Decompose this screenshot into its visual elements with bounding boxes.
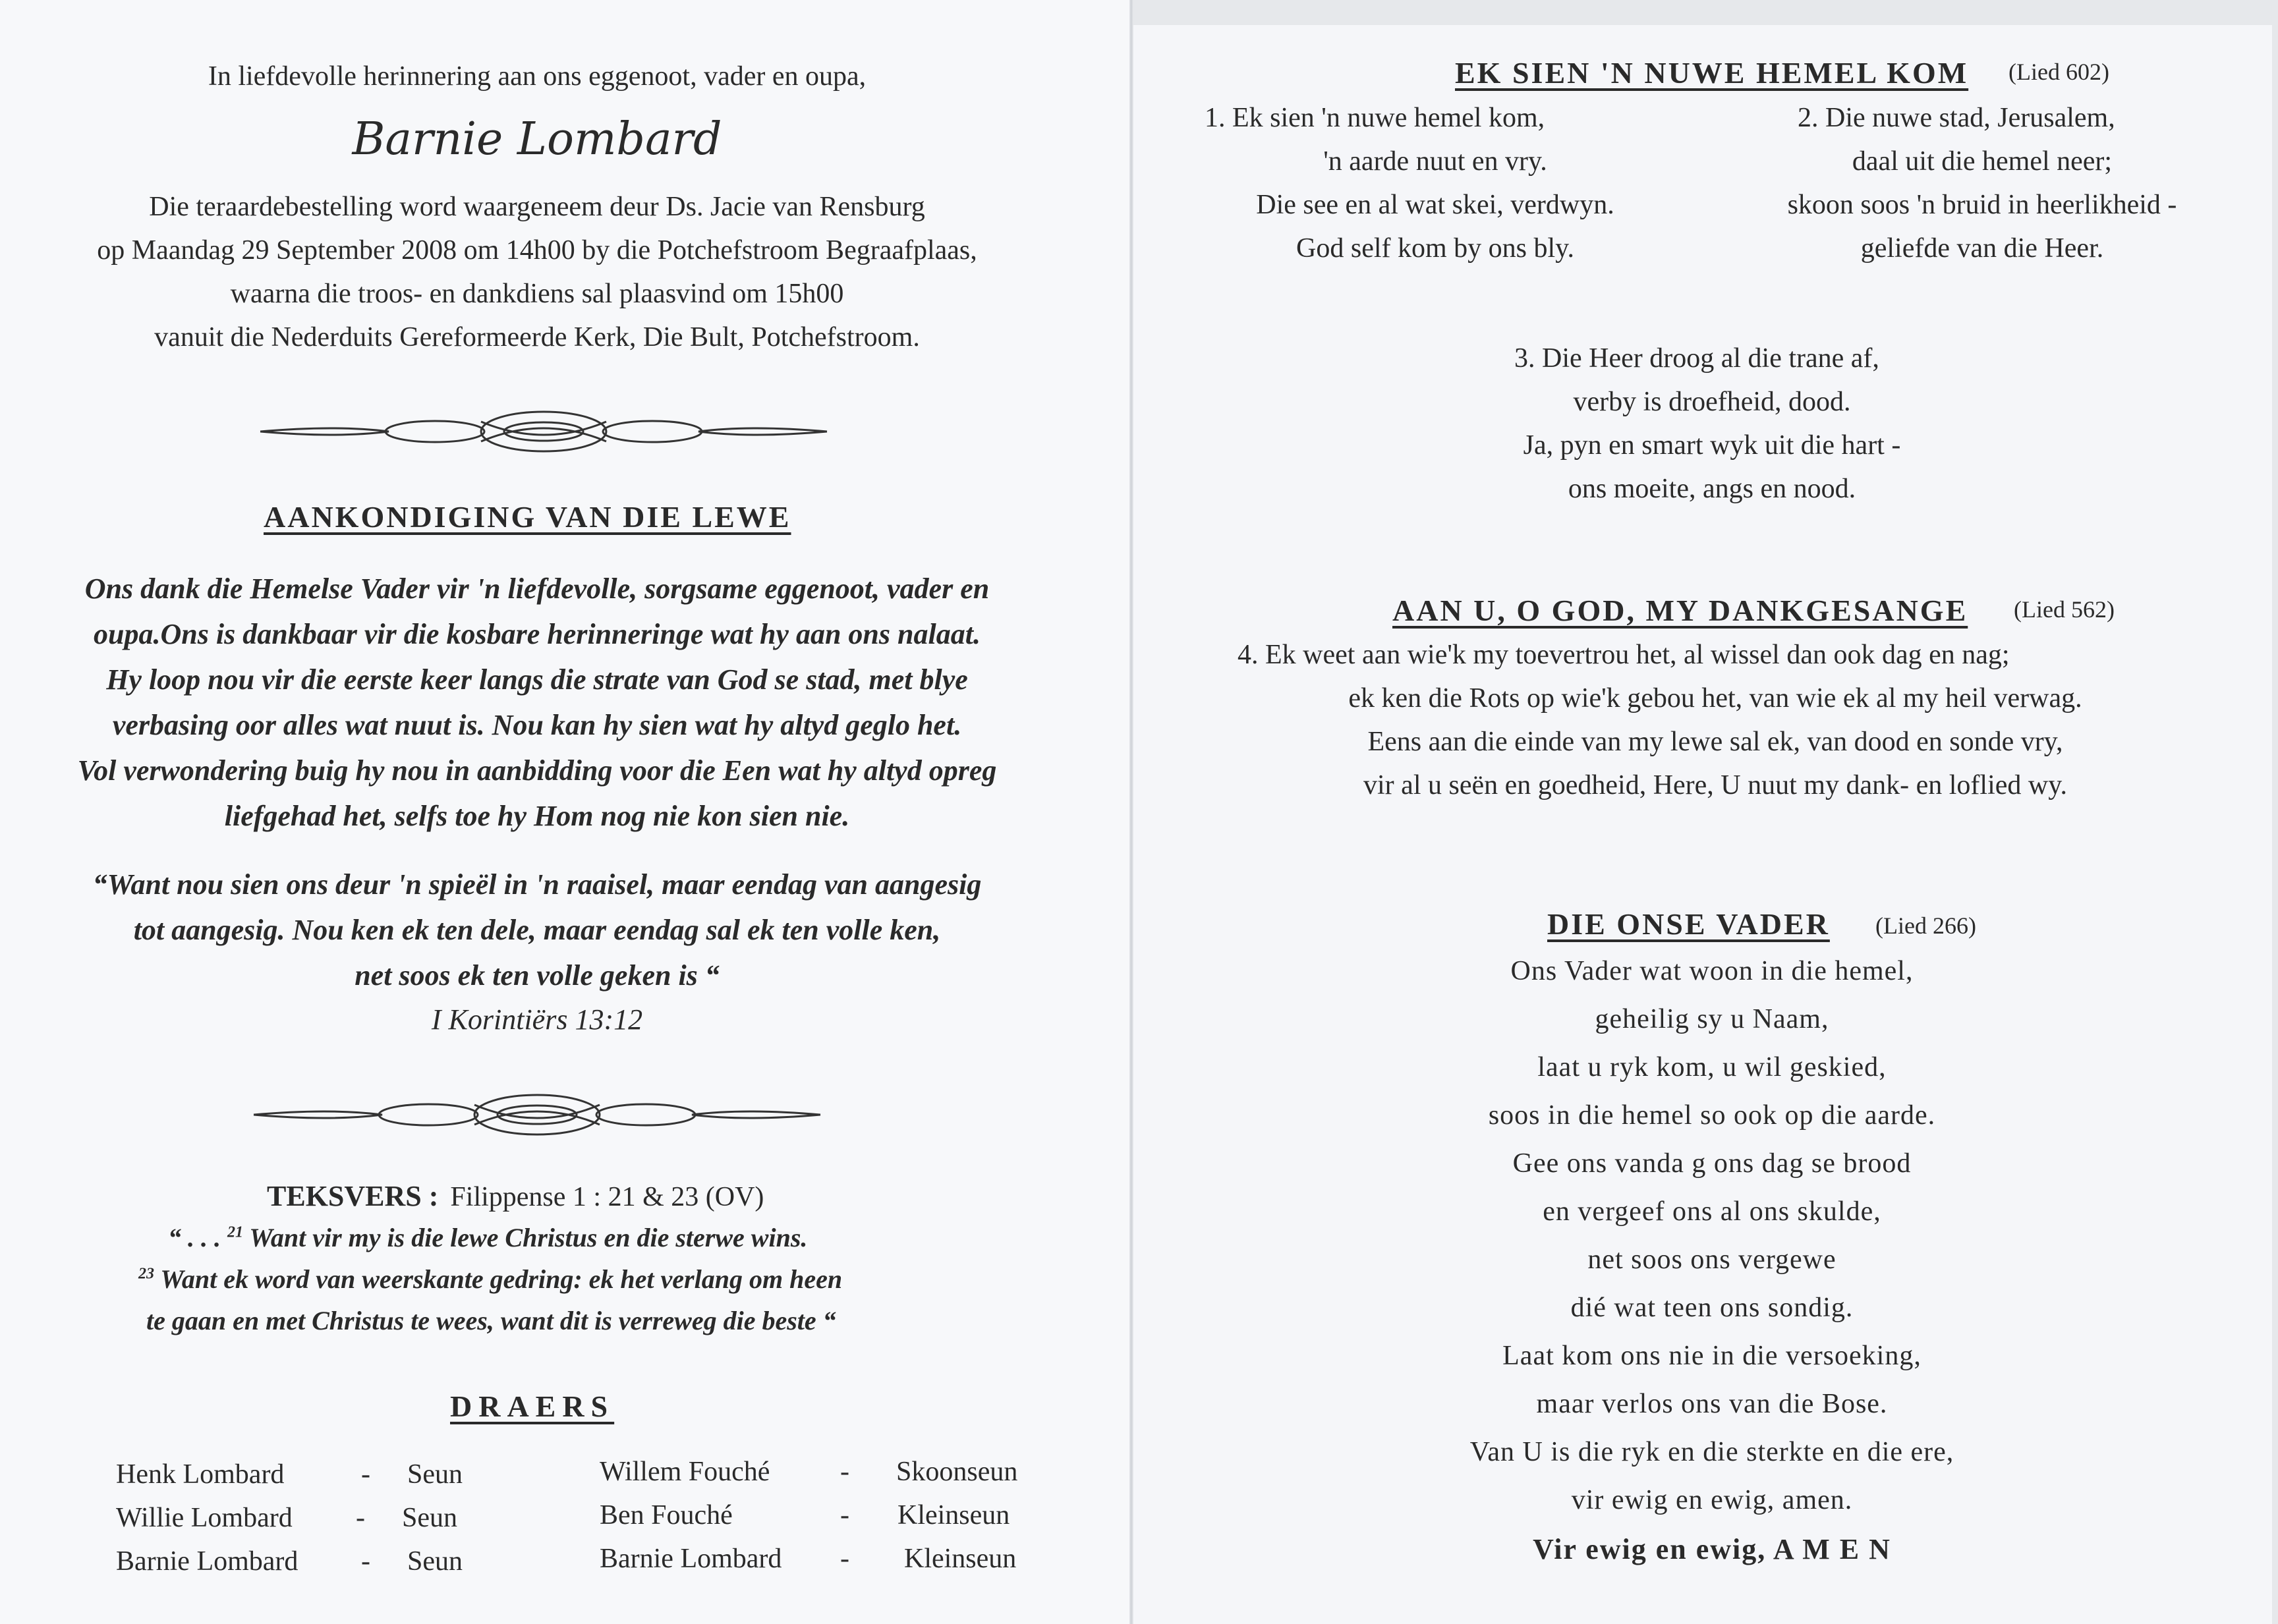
hymn-1-title: EK SIEN 'N NUWE HEMEL KOM [1455,56,1969,90]
deceased-name: Barnie Lombard [352,113,722,165]
bearer-name: Barnie Lombard [600,1544,782,1574]
bearer-relation: Kleinseun [904,1544,1017,1574]
bearer-name: Barnie Lombard [116,1546,299,1577]
quote-reference: I Korintiërs 13:12 [431,1003,643,1036]
intro-line: In liefdevolle herinnering aan ons eggenoot, vader en oupa, [208,61,867,92]
detail-line: waarna die troos- en dankdiens sal plaasvind om 15h00 [230,279,844,309]
right-content [1132,0,2272,1624]
announcement-line: Hy loop nou vir die eerste keer langs die strate van God se stad, met blye [106,663,968,696]
verse-line: 1. Ek sien 'n nuwe hemel kom, [1205,103,1545,133]
announcement-line: verbasing oor alles wat nuut is. Nou kan hy sien wat hy altyd geglo het. [112,709,962,741]
bearer-dash: - [840,1544,849,1574]
prayer-line: Van U is die ryk en die sterkte en die ere, [1469,1437,1954,1467]
bearers-heading: DRAERS [450,1389,615,1423]
verse-line: Die see en al wat skei, verdwyn. [1256,190,1614,220]
bearer-dash: - [840,1457,849,1487]
prayer-line: en vergeef ons al ons skulde, [1543,1196,1881,1227]
prayer-line: Ons Vader wat woon in die hemel, [1510,956,1914,986]
bearer-relation: Kleinseun [897,1500,1010,1530]
verse-21-text: Want vir my is die lewe Christus en die sterwe wins. [249,1223,808,1252]
teksvers-label: TEKSVERS : [267,1180,439,1212]
bearer-relation: Seun [402,1503,457,1533]
verse-23-number: 23 [138,1265,154,1283]
scroll-flourish-icon [250,1088,824,1141]
verse-line: Ja, pyn en smart wyk uit die hart - [1523,430,1901,461]
prayer-line: geheilig sy u Naam, [1595,1004,1829,1034]
bearer-dash: - [361,1546,370,1577]
verse-line: vir al u seën en goedheid, Here, U nuut my dank- en loflied wy. [1363,770,2067,800]
bearer-relation: Skoonseun [896,1457,1018,1487]
teksvers [267,1179,764,1213]
hymn-2-reference: (Lied 562) [2014,596,2115,623]
quote-line: net soos ek ten volle geken is “ [355,959,720,992]
prayer-line: Laat kom ons nie in die versoeking, [1502,1341,1922,1371]
verse-line: 4. Ek weet aan wie'k my toevertrou het, al wissel dan ook dag en nag; [1238,640,2010,670]
detail-line: Die teraardebestelling word waargeneem deur Ds. Jacie van Rensburg [149,192,925,222]
hymn-2-title: AAN U, O GOD, MY DANKGESANGE [1392,594,1968,627]
verse-21-prefix: “ . . . [168,1223,221,1252]
verse-line: skoon soos 'n bruid in heerlikheid - [1787,190,2177,220]
hymn-1-reference: (Lied 602) [2008,59,2109,85]
hymn-3-reference: (Lied 266) [1875,912,1976,939]
quote-line: “Want nou sien ons deur 'n spieël in 'n raaisel, maar eendag van aangesig [92,868,982,901]
verse-23 [138,1264,842,1295]
hymn-3-body [1330,955,2094,1581]
prayer-line: maar verlos ons van die Bose. [1536,1389,1888,1419]
verse-21-number: 21 [227,1223,243,1241]
prayer-closing: Vir ewig en ewig, A M E N [1533,1533,1891,1565]
detail-line: op Maandag 29 September 2008 om 14h00 by die Potchefstroom Begraafplaas, [97,235,977,266]
announcement-line: liefgehad het, selfs toe hy Hom nog nie kon sien nie. [224,800,850,832]
verse-line: Eens aan die einde van my lewe sal ek, van dood en sonde vry, [1367,727,2063,757]
verse-line: verby is droefheid, dood. [1573,387,1851,417]
bearer-name: Willie Lombard [116,1503,293,1533]
announcement-heading: AANKONDIGING VAN DIE LEWE [264,500,791,534]
bearer-name: Ben Fouché [600,1500,733,1530]
bearer-relation: Seun [407,1546,463,1577]
verse-21 [168,1222,807,1253]
prayer-line: dié wat teen ons sondig. [1570,1293,1854,1323]
prayer-line: laat u ryk kom, u wil geskied, [1537,1052,1887,1082]
verse-line: geliefde van die Heer. [1860,233,2104,264]
bearer-dash: - [840,1500,849,1530]
prayer-line: soos in die hemel so ook op die aarde. [1488,1100,1936,1131]
detail-line: vanuit die Nederduits Gereformeerde Kerk, Die Bult, Potchefstroom. [154,322,920,352]
prayer-line: vir ewig en ewig, amen. [1571,1485,1853,1515]
bearer-relation: Seun [407,1459,463,1490]
verse-line: God self kom by ons bly. [1296,233,1574,264]
left-content [0,0,1074,1624]
scroll-flourish-icon [257,405,830,458]
verse-line: ek ken die Rots op wie'k gebou het, van wie ek al my heil verwag. [1348,683,2082,714]
announcement-line: Vol verwondering buig hy nou in aanbidding voor die Een wat hy altyd opreg [77,754,997,787]
verse-23-text: Want ek word van weerskante gedring: ek het verlang om heen [160,1264,843,1294]
verse-23-continued: te gaan en met Christus te wees, want dit is verreweg die beste “ [146,1306,836,1335]
bearer-name: Henk Lombard [116,1459,285,1490]
bearer-dash: - [356,1503,365,1533]
announcement-line: Ons dank die Hemelse Vader vir 'n liefdevolle, sorgsame eggenoot, vader en [84,573,990,605]
verse-line: 3. Die Heer droog al die trane af, [1514,343,1879,374]
bearer-dash: - [361,1459,370,1490]
hymn-3-title: DIE ONSE VADER [1547,907,1830,941]
verse-line: ons moeite, angs en nood. [1568,474,1856,504]
verse-line: daal uit die hemel neer; [1852,146,2113,177]
quote-line: tot aangesig. Nou ken ek ten dele, maar eendag sal ek ten volle ken, [133,914,941,946]
scan-edge-right [2272,25,2278,1624]
prayer-line: Gee ons vanda g ons dag se brood [1512,1148,1912,1179]
prayer-line: net soos ons vergewe [1587,1245,1837,1275]
verse-line: 'n aarde nuut en vry. [1323,146,1547,177]
teksvers-reference: Filippense 1 : 21 & 23 (OV) [450,1182,764,1212]
verse-line: 2. Die nuwe stad, Jerusalem, [1798,103,2115,133]
bearer-name: Willem Fouché [600,1457,770,1487]
announcement-line: oupa.Ons is dankbaar vir die kosbare herinneringe wat hy aan ons nalaat. [94,618,981,650]
